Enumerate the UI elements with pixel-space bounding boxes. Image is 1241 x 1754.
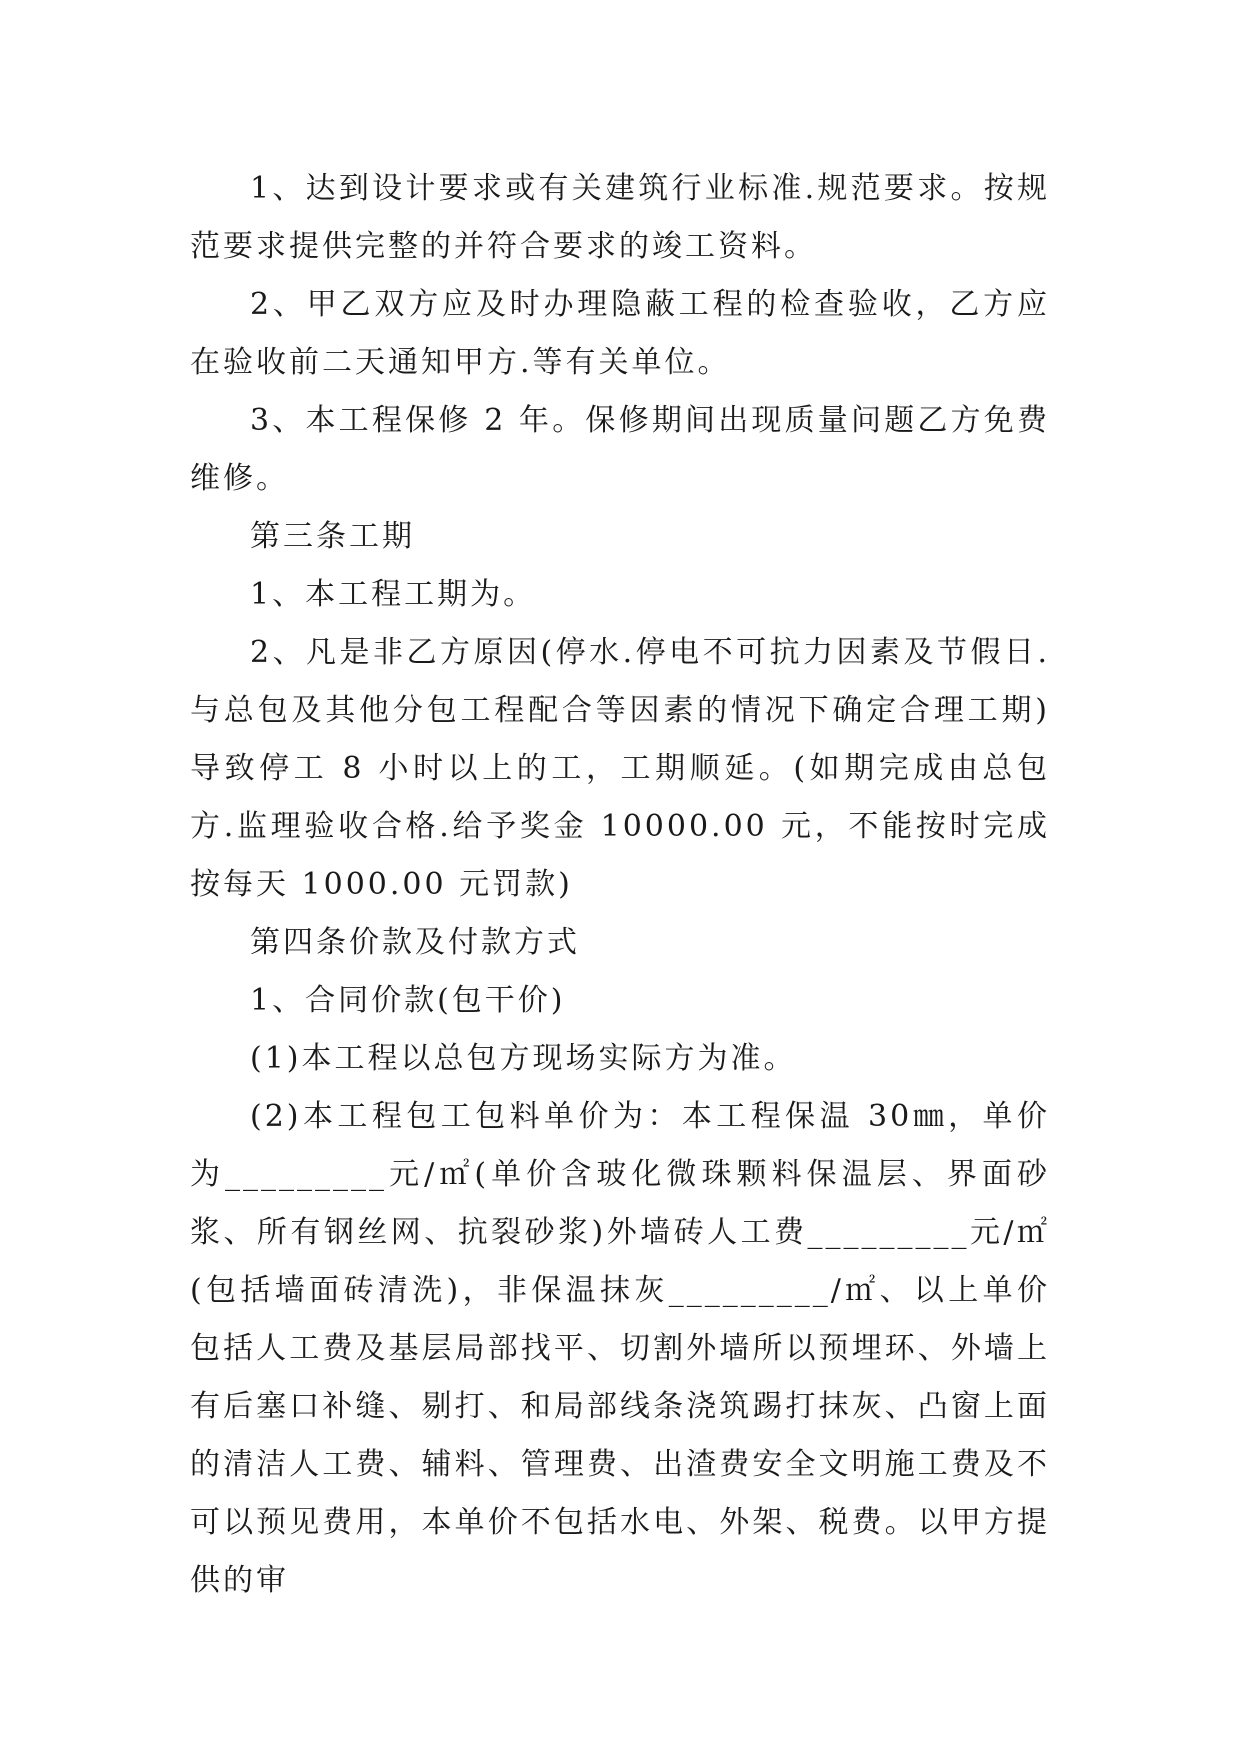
section-heading-article-3: 第三条工期 <box>250 519 415 554</box>
paragraph-quality-standard: 1、达到设计要求或有关建筑行业标准.规范要求。按规范要求提供完整的并符合要求的竣工资料。 <box>190 171 1050 264</box>
paragraph-price-item-2: (2)本工程包工包料单价为：本工程保温 30㎜，单价为_________元/㎡(单价含玻化微珠颗料保温层、界面砂浆、所有钢丝网、抗裂砂浆)外墙砖人工费_________元/㎡(包括墙面砖清洗)，非保温抹灰_________/㎡、以上单价包括人工费及基层局部找平、切割外墙所以预埋环、外墙上有后塞口补缝、剔打、和局部线条浇筑踢打抹灰、凸窗上面的清洁人工费、辅料、管理费、出渣费安全文明施工费及不可以预见费用，本单价不包括水电、外架、税费。以甲方提供的审 <box>190 1099 1050 1598</box>
document-body <box>190 160 1050 1610</box>
paragraph-schedule-extension: 2、凡是非乙方原因(停水.停电不可抗力因素及节假日.与总包及其他分包工程配合等因素的情况下确定合理工期)导致停工 8 小时以上的工，工期顺延。(如期完成由总包方.监理验收合格.给予奖金 10000.00 元，不能按时完成按每天 1000.00 元罚款) <box>190 635 1050 902</box>
paragraph-price-item-1: (1)本工程以总包方现场实际方为准。 <box>250 1041 797 1076</box>
section-heading-article-4: 第四条价款及付款方式 <box>250 925 580 960</box>
paragraph-contract-price: 1、合同价款(包干价) <box>250 983 566 1018</box>
paragraph-schedule: 1、本工程工期为。 <box>250 577 537 612</box>
paragraph-hidden-works-inspection: 2、甲乙双方应及时办理隐蔽工程的检查验收，乙方应在验收前二天通知甲方.等有关单位。 <box>190 287 1050 380</box>
paragraph-warranty: 3、本工程保修 2 年。保修期间出现质量问题乙方免费维修。 <box>190 403 1050 496</box>
